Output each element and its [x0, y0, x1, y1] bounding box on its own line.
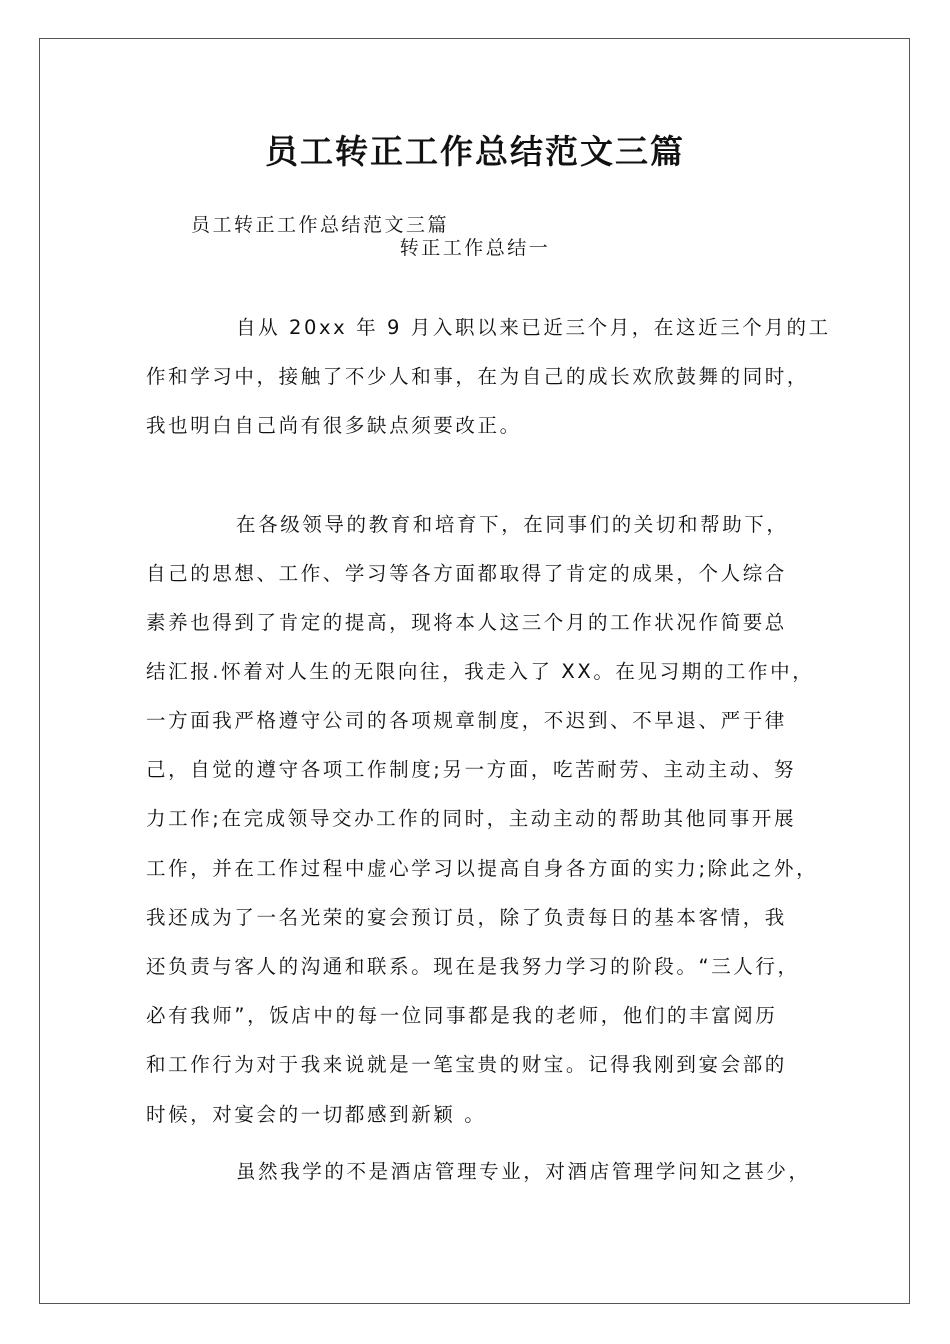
paragraph-2-line: 一方面我严格遵守公司的各项规章制度，不迟到、不早退、严于律 [146, 709, 787, 732]
paragraph-2-line: 己，自觉的遵守各项工作制度;另一方面，吃苦耐劳、主动主动、努 [146, 758, 797, 781]
paragraph-2-line: 还负责与客人的沟通和联系。现在是我努力学习的阶段。“三人行， [146, 955, 800, 978]
paragraph-2-line: 必有我师”，饭店中的每一位同事都是我的老师，他们的丰富阅历 [146, 1004, 778, 1027]
paragraph-3-line: 虽然我学的不是酒店管理专业，对酒店管理学问知之甚少， [236, 1160, 811, 1183]
paragraph-2-line: 工作，并在工作过程中虚心学习以提高自身各方面的实力;除此之外， [146, 857, 819, 880]
paragraph-2-line: 素养也得到了肯定的提高，现将本人这三个月的工作状况作简要总 [146, 611, 787, 634]
paragraph-2-line: 力工作;在完成领导交办工作的同时，主动主动的帮助其他同事开展 [146, 807, 797, 830]
paragraph-2-line: 自己的思想、工作、学习等各方面都取得了肯定的成果，个人综合 [146, 562, 787, 585]
paragraph-2-line: 结汇报.怀着对人生的无限向往，我走入了 XX。在见习期的工作中， [146, 660, 815, 683]
paragraph-1-line: 自从 20xx 年 9 月入职以来已近三个月，在这近三个月的工 [236, 316, 831, 339]
document-subtitle: 员工转正工作总结范文三篇 [191, 214, 450, 236]
paragraph-2-line: 我还成为了一名光荣的宴会预订员，除了负责每日的基本客情，我 [146, 906, 787, 929]
section-heading: 转正工作总结一 [399, 237, 551, 259]
document-title: 员工转正工作总结范文三篇 [265, 132, 685, 171]
paragraph-2-line: 在各级领导的教育和培育下，在同事们的关切和帮助下， [236, 513, 789, 536]
paragraph-2-line: 时候，对宴会的一切都感到新颖 。 [146, 1103, 487, 1126]
paragraph-2-line: 和工作行为对于我来说就是一笔宝贵的财宝。记得我刚到宴会部的 [146, 1053, 787, 1076]
paragraph-1-line: 我也明白自己尚有很多缺点须要改正。 [146, 414, 522, 437]
paragraph-1-line: 作和学习中，接触了不少人和事，在为自己的成长欢欣鼓舞的同时， [146, 365, 810, 388]
